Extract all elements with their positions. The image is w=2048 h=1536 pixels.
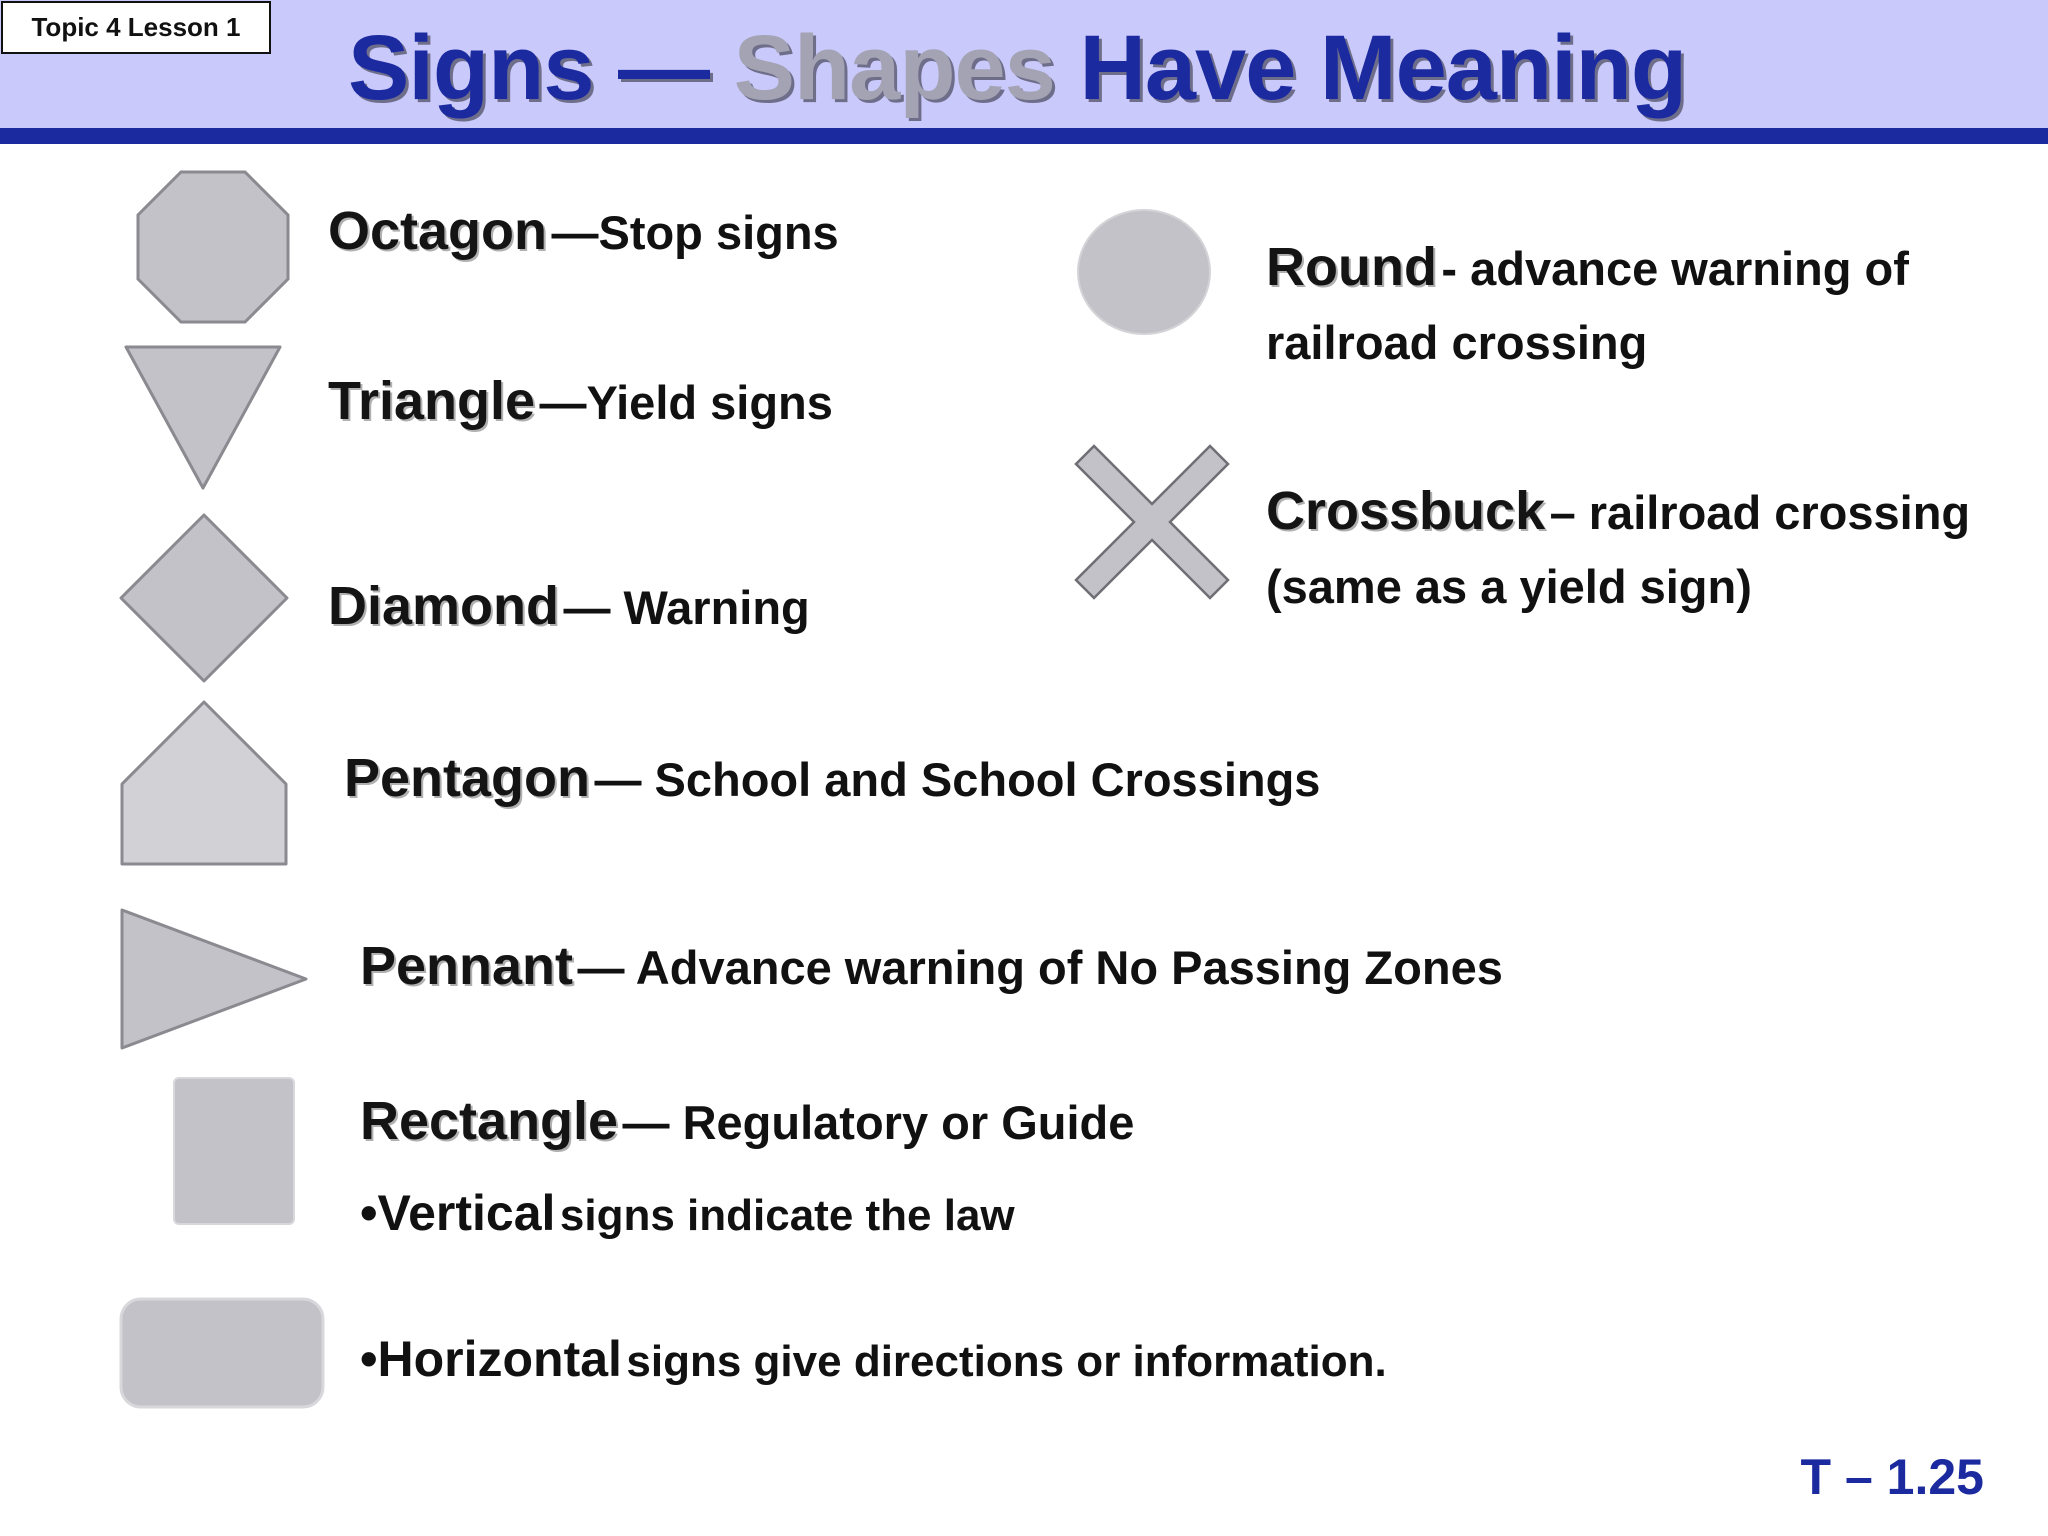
inverted-triangle-icon	[120, 344, 286, 492]
octagon-icon	[136, 170, 290, 324]
horizontal-rectangle-icon	[118, 1296, 326, 1410]
diamond-icon	[118, 512, 290, 684]
pentagon-term: Pentagon	[344, 748, 591, 808]
slide-number: T – 1.25	[1800, 1449, 1984, 1505]
horizontal-word: Horizontal	[377, 1331, 622, 1387]
pentagon-icon	[118, 698, 290, 870]
triangle-term: Triangle	[328, 371, 536, 431]
title-part-signs: Signs —	[348, 17, 710, 119]
round-label	[1266, 236, 2026, 386]
octagon-label	[328, 200, 839, 262]
rectangle-term: Rectangle	[360, 1091, 619, 1151]
horizontal-bullet	[360, 1330, 1387, 1388]
circle-icon	[1076, 208, 1212, 336]
pennant-term: Pennant	[360, 936, 574, 996]
rectangle-label	[360, 1090, 1134, 1152]
crossbuck-label	[1266, 480, 2046, 630]
pennant-icon	[118, 906, 310, 1052]
title-part-shapes: Shapes	[733, 17, 1055, 119]
vertical-description: signs indicate the law	[559, 1191, 1015, 1240]
triangle-meaning: —Yield signs	[539, 376, 833, 429]
round-meaning: - advance warning of railroad crossing	[1266, 242, 1909, 369]
horizontal-bullet-dot: •	[360, 1331, 378, 1387]
page-title	[348, 16, 1686, 121]
vertical-bullet	[360, 1184, 1015, 1242]
round-term: Round	[1266, 237, 1437, 297]
vertical-bullet-dot: •	[360, 1185, 378, 1241]
triangle-label	[328, 370, 833, 432]
octagon-term: Octagon	[328, 201, 548, 261]
pennant-label	[360, 935, 1503, 997]
rectangle-meaning: — Regulatory or Guide	[622, 1096, 1135, 1149]
title-part-meaning: Have Meaning	[1079, 17, 1687, 119]
crossbuck-meaning: – railroad crossing (same as a yield sign)	[1266, 486, 1971, 613]
header-rule	[0, 128, 2048, 144]
vertical-rectangle-icon	[172, 1076, 296, 1226]
vertical-word: Vertical	[377, 1185, 556, 1241]
pentagon-meaning: — School and School Crossings	[594, 753, 1321, 806]
horizontal-description: signs give directions or information.	[626, 1337, 1387, 1386]
octagon-meaning: —Stop signs	[551, 206, 839, 259]
crossbuck-icon	[1072, 442, 1232, 602]
diamond-label	[328, 575, 810, 637]
crossbuck-term: Crossbuck	[1266, 481, 1546, 541]
diamond-meaning: — Warning	[563, 581, 810, 634]
pennant-meaning: — Advance warning of No Passing Zones	[577, 941, 1503, 994]
pentagon-label	[344, 747, 1320, 809]
diamond-term: Diamond	[328, 576, 560, 636]
topic-label: Topic 4 Lesson 1	[1, 1, 271, 54]
